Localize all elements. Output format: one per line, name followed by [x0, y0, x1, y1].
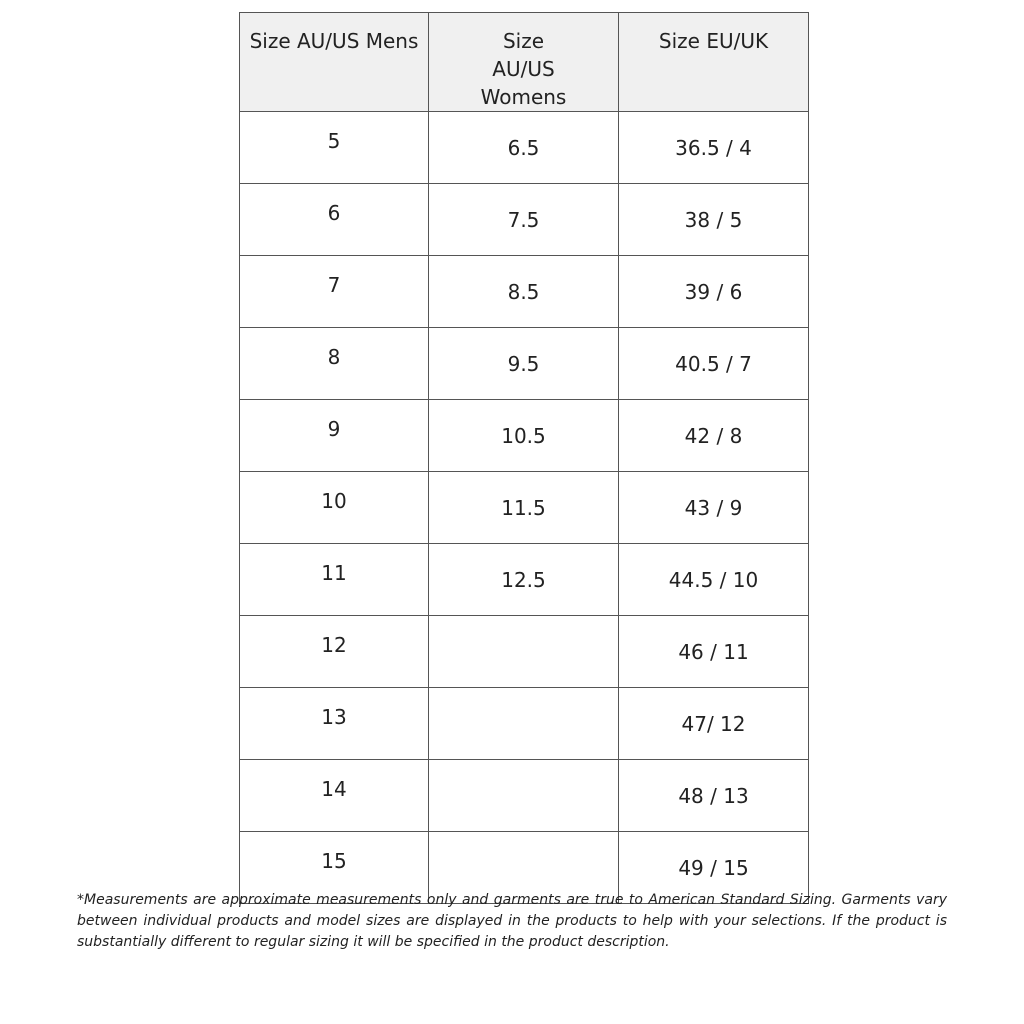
cell-mens-size: 14: [240, 760, 429, 832]
cell-eu-uk-size: 42 / 8: [619, 400, 809, 472]
cell-womens-size: 7.5: [429, 184, 619, 256]
table-header-row: [240, 13, 809, 112]
cell-womens-size: [429, 688, 619, 760]
cell-eu-uk-size: 48 / 13: [619, 760, 809, 832]
cell-mens-size: 12: [240, 616, 429, 688]
cell-eu-uk-size: 47/ 12: [619, 688, 809, 760]
table-row: [240, 256, 809, 328]
table-row: [240, 616, 809, 688]
footnote-text: *Measurements are approximate measurements only and garments are true to American Standard Sizing. Garments vary between individual products and model sizes are displayed in the products to help with your selections. If the product is substantially different to regular sizing it will be specified in the product description.: [77, 892, 947, 950]
cell-eu-uk-size: 46 / 11: [619, 616, 809, 688]
cell-womens-size: 11.5: [429, 472, 619, 544]
table-row: [240, 472, 809, 544]
table-row: [240, 112, 809, 184]
cell-womens-size: 10.5: [429, 400, 619, 472]
header-mens: Size AU/US Mens: [240, 13, 429, 112]
cell-mens-size: 7: [240, 256, 429, 328]
cell-mens-size: 13: [240, 688, 429, 760]
table-row: [240, 760, 809, 832]
cell-womens-size: 9.5: [429, 328, 619, 400]
cell-womens-size: [429, 616, 619, 688]
cell-mens-size: 10: [240, 472, 429, 544]
table-row: [240, 544, 809, 616]
cell-eu-uk-size: 40.5 / 7: [619, 328, 809, 400]
cell-womens-size: 8.5: [429, 256, 619, 328]
cell-womens-size: 6.5: [429, 112, 619, 184]
cell-eu-uk-size: 44.5 / 10: [619, 544, 809, 616]
cell-mens-size: 15: [240, 832, 429, 904]
header-eu-uk: Size EU/UK: [619, 13, 809, 112]
cell-mens-size: 6: [240, 184, 429, 256]
table-row: [240, 688, 809, 760]
table-row: [240, 184, 809, 256]
cell-eu-uk-size: 49 / 15: [619, 832, 809, 904]
cell-mens-size: 5: [240, 112, 429, 184]
cell-eu-uk-size: 36.5 / 4: [619, 112, 809, 184]
cell-mens-size: 11: [240, 544, 429, 616]
cell-eu-uk-size: 43 / 9: [619, 472, 809, 544]
header-womens: Size AU/US Womens: [429, 13, 619, 112]
cell-womens-size: 12.5: [429, 544, 619, 616]
cell-womens-size: [429, 760, 619, 832]
cell-mens-size: 8: [240, 328, 429, 400]
cell-eu-uk-size: 39 / 6: [619, 256, 809, 328]
table-row: [240, 400, 809, 472]
cell-mens-size: 9: [240, 400, 429, 472]
table-row: [240, 328, 809, 400]
cell-eu-uk-size: 38 / 5: [619, 184, 809, 256]
size-chart-table: [239, 12, 809, 904]
